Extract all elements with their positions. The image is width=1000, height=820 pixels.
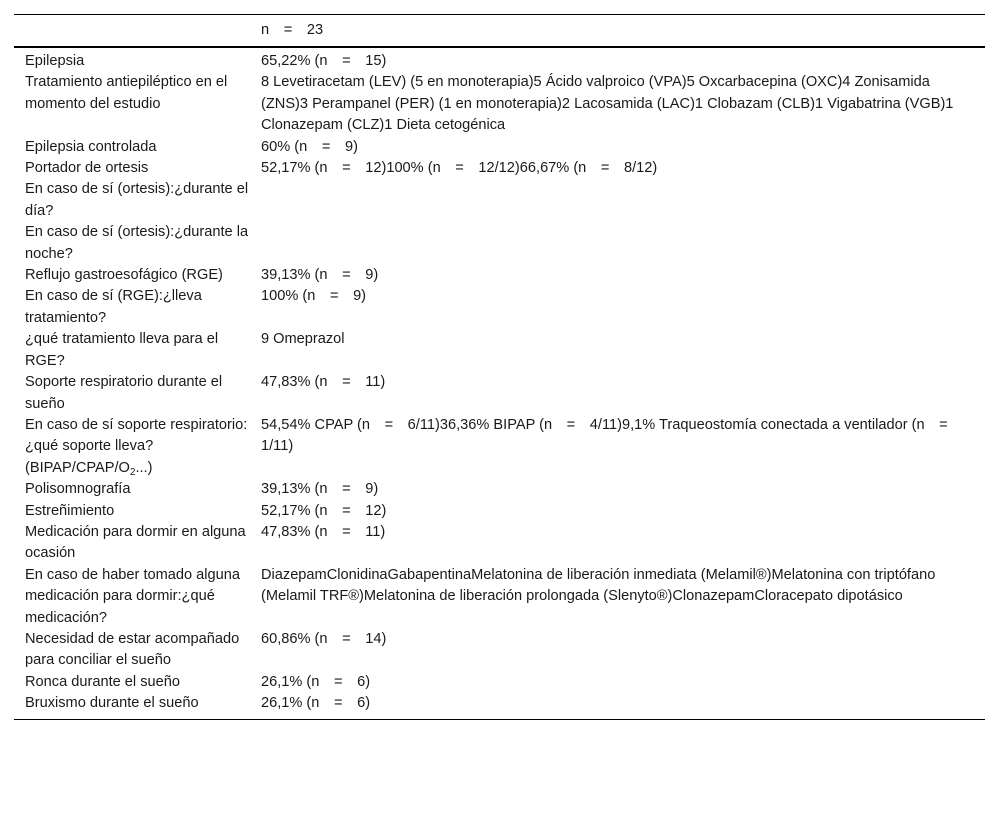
table-row	[14, 137, 985, 158]
data-table	[14, 14, 985, 720]
table-row	[14, 72, 985, 136]
subscript-2: 2	[129, 466, 136, 478]
row-label: Bruxismo durante el sueño	[25, 695, 199, 712]
row-label: En caso de sí (ortesis):¿durante el día?	[25, 181, 249, 219]
table-header-row	[14, 15, 985, 48]
table-row	[14, 158, 985, 179]
row-label: Estreñimiento	[25, 502, 115, 519]
table-row	[14, 501, 985, 522]
row-label: En caso de sí (ortesis):¿durante la noche?	[25, 224, 249, 262]
table-row	[14, 265, 985, 286]
row-label-suffix: ...)	[135, 459, 153, 476]
row-value	[260, 222, 985, 265]
row-value: 26,1% (n = 6)	[261, 695, 371, 712]
table-row	[14, 222, 985, 265]
table-row	[14, 693, 985, 719]
row-label: Reflujo gastroesofágico (RGE)	[25, 267, 223, 284]
table-row	[14, 329, 985, 372]
table-row	[14, 672, 985, 693]
table-row	[14, 286, 985, 329]
row-label: Soporte respiratorio durante el sueño	[25, 374, 223, 412]
row-label: Portador de ortesis	[25, 160, 149, 177]
row-value: 47,83% (n = 11)	[261, 523, 386, 540]
row-value: 9 Omeprazol	[261, 331, 345, 348]
table-row	[14, 179, 985, 222]
row-value: 60,86% (n = 14)	[261, 630, 387, 647]
row-value	[260, 179, 985, 222]
row-value: 8 Levetiracetam (LEV) (5 en monoterapia)5 Ácido valproico (VPA)5 Oxcarbacepina (OXC)4 Zonisamida (ZNS)3 Perampanel (PER) (1 en monoterapia)2 Lacosamida (LAC)1 Clobazam (CLB)1 Vigabatrina (VGB)1 Clonazepam (CLZ)1 Dieta cetogénica	[261, 74, 954, 134]
table-row	[14, 565, 985, 629]
row-label: Epilepsia	[25, 53, 85, 69]
table-row	[14, 629, 985, 672]
table-container	[14, 14, 985, 720]
header-n-cell: n = 23	[261, 22, 324, 38]
row-label: En caso de sí (RGE):¿lleva tratamiento?	[25, 288, 202, 326]
row-value: 39,13% (n = 9)	[261, 481, 379, 498]
row-label	[14, 415, 260, 479]
table-row	[14, 522, 985, 565]
row-value: 52,17% (n = 12)	[261, 502, 387, 519]
row-label: Medicación para dormir en alguna ocasión	[25, 523, 246, 562]
row-label: ¿qué tratamiento lleva para el RGE?	[25, 331, 219, 369]
row-value: 65,22% (n = 15)	[261, 53, 387, 69]
row-value: 54,54% CPAP (n = 6/11)36,36% BIPAP (n = 4/11)9,1% Traqueostomía conectada a ventilador (n = 1/11)	[261, 416, 963, 455]
row-label: En caso de haber tomado alguna medicación para dormir:¿qué medicación?	[25, 566, 241, 626]
row-value: 26,1% (n = 6)	[261, 673, 371, 690]
row-value: 60% (n = 9)	[261, 138, 358, 155]
row-value: 39,13% (n = 9)	[261, 267, 379, 284]
row-label-text: En caso de sí soporte respiratorio:¿qué soporte lleva? (BIPAP/CPAP/O	[25, 416, 248, 476]
header-label-cell	[14, 15, 260, 48]
row-label: Necesidad de estar acompañado para conciliar el sueño	[25, 630, 240, 669]
row-label: Tratamiento antiepiléptico en el momento del estudio	[25, 74, 228, 112]
row-label: Ronca durante el sueño	[25, 673, 180, 690]
row-label: Polisomnografía	[25, 481, 131, 498]
row-value: 47,83% (n = 11)	[261, 374, 386, 391]
table-row	[14, 415, 985, 479]
row-value: 52,17% (n = 12)100% (n = 12/12)66,67% (n = 8/12)	[261, 160, 658, 177]
row-value: DiazepamClonidinaGabapentinaMelatonina de liberación inmediata (Melamil®)Melatonina con triptófano (Melamil TRF®)Melatonina de liberación prolongada (Slenyto®)ClonazepamCloracepato dipotásico	[261, 566, 936, 605]
row-value: 100% (n = 9)	[261, 288, 367, 305]
table-row	[14, 47, 985, 72]
table-row	[14, 479, 985, 500]
table-row	[14, 372, 985, 415]
row-label: Epilepsia controlada	[25, 138, 157, 155]
